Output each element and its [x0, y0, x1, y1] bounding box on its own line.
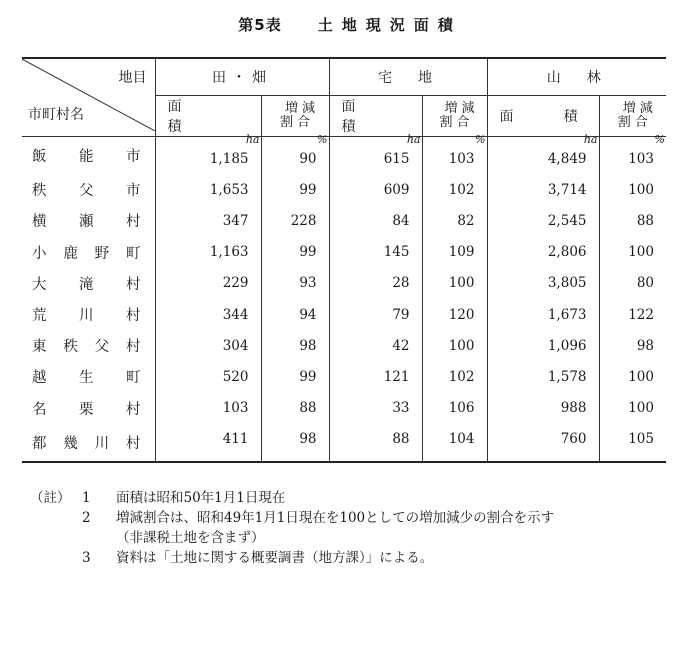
change-rate-value: 100: [599, 393, 666, 424]
area-value: 2,545: [487, 205, 599, 236]
table-number: 第5表: [238, 16, 282, 34]
corner-header: [22, 58, 155, 137]
area-value: 1,096: [487, 330, 599, 361]
change-rate-value: 82: [422, 205, 487, 236]
area-value: 229: [155, 268, 261, 299]
area-value: 84: [329, 205, 422, 236]
change-rate-value: 105: [599, 424, 666, 462]
area-value: 760: [487, 424, 599, 462]
area-value: 42: [329, 330, 422, 361]
area-value: 609: [329, 174, 422, 205]
table-row: [22, 137, 666, 175]
change-rate-value: 122: [599, 299, 666, 330]
table-row: [22, 299, 666, 330]
municipality-name: 荒川村: [22, 299, 155, 330]
unit-label: %: [475, 133, 486, 146]
change-rate-value: 100: [422, 268, 487, 299]
group-header-forest: 山 林: [487, 58, 666, 96]
municipality-name: 横瀬村: [22, 205, 155, 236]
change-rate-value: 98: [599, 330, 666, 361]
change-rate-value: 106: [422, 393, 487, 424]
municipality-name: 東秩父村: [22, 330, 155, 361]
change-rate-value: 80: [599, 268, 666, 299]
change-rate-header: 増減 割合: [261, 96, 329, 137]
change-rate-value: 99: [261, 361, 329, 392]
change-rate-value: 88: [599, 205, 666, 236]
unit-label: ha: [245, 133, 260, 146]
area-header: 面 積: [155, 96, 261, 137]
area-value: 344: [155, 299, 261, 330]
municipality-name: 飯能市: [22, 137, 155, 175]
area-value: 520: [155, 361, 261, 392]
change-rate-value: 94: [261, 299, 329, 330]
area-value: 347: [155, 205, 261, 236]
area-value: 33: [329, 393, 422, 424]
municipality-name: 越生町: [22, 361, 155, 392]
header-land-type: 地目: [118, 70, 147, 86]
area-header: 面 積: [487, 96, 599, 137]
change-rate-value: 120: [422, 299, 487, 330]
area-value: 121: [329, 361, 422, 392]
municipality-name: 小鹿野町: [22, 237, 155, 268]
area-value: 988: [487, 393, 599, 424]
header-municipality: 市町村名: [28, 107, 84, 123]
area-value: 1,653: [155, 174, 261, 205]
change-rate-value: 98: [261, 330, 329, 361]
change-rate-value: 93: [261, 268, 329, 299]
municipality-name: 秩父市: [22, 174, 155, 205]
table-body: [22, 133, 666, 462]
table-row: [22, 268, 666, 299]
area-value: 103: [155, 393, 261, 424]
area-value: ha 1,185: [155, 137, 261, 175]
change-rate-value: 100: [599, 174, 666, 205]
area-value: ha 615: [329, 137, 422, 175]
table-row: [22, 424, 666, 462]
footnotes: [30, 488, 676, 568]
municipality-name: 都幾川村: [22, 424, 155, 462]
footnote-item: 2 増減割合は、昭和49年1月1日現在を100としての増加減少の割合を示す （非課税土地を含まず）: [82, 510, 555, 546]
area-value: 145: [329, 237, 422, 268]
change-rate-value: 88: [261, 393, 329, 424]
unit-label: ha: [583, 133, 598, 146]
change-rate-value: 102: [422, 174, 487, 205]
area-header: 面 積: [329, 96, 422, 137]
table-title: [0, 14, 700, 35]
municipality-name: 名栗村: [22, 393, 155, 424]
area-value: 411: [155, 424, 261, 462]
unit-label: %: [317, 133, 328, 146]
change-rate-value: 100: [599, 237, 666, 268]
land-area-table: [22, 57, 666, 463]
change-rate-header: 増減 割合: [599, 96, 666, 137]
area-value: 28: [329, 268, 422, 299]
area-value: ha 4,849: [487, 137, 599, 175]
area-value: 3,805: [487, 268, 599, 299]
area-value: 88: [329, 424, 422, 462]
area-value: 1,673: [487, 299, 599, 330]
area-value: 79: [329, 299, 422, 330]
change-rate-value: 99: [261, 174, 329, 205]
change-rate-value: 104: [422, 424, 487, 462]
table-row: [22, 393, 666, 424]
table-row: [22, 330, 666, 361]
change-rate-header: 増減 割合: [422, 96, 487, 137]
change-rate-value: % 103: [599, 137, 666, 175]
municipality-name: 大滝村: [22, 268, 155, 299]
unit-label: ha: [406, 133, 421, 146]
footnote-item: 3 資料は「土地に関する概要調書（地方課）」による。: [82, 550, 434, 566]
group-header-farmland: 田・畑: [155, 58, 329, 96]
change-rate-value: 100: [599, 361, 666, 392]
table-caption: 土地現況面積: [317, 16, 462, 34]
change-rate-value: % 90: [261, 137, 329, 175]
change-rate-value: 102: [422, 361, 487, 392]
change-rate-value: % 103: [422, 137, 487, 175]
table-row: [22, 174, 666, 205]
table-row: [22, 205, 666, 236]
unit-label: %: [654, 133, 665, 146]
area-value: 1,163: [155, 237, 261, 268]
area-value: 3,714: [487, 174, 599, 205]
change-rate-value: 99: [261, 237, 329, 268]
table-row: [22, 237, 666, 268]
change-rate-value: 228: [261, 205, 329, 236]
area-value: 1,578: [487, 361, 599, 392]
change-rate-value: 100: [422, 330, 487, 361]
area-value: 2,806: [487, 237, 599, 268]
group-header-residential: 宅 地: [329, 58, 487, 96]
footnote-item: （註） 1 面積は昭和50年1月1日現在: [30, 490, 286, 506]
table-row: [22, 361, 666, 392]
change-rate-value: 98: [261, 424, 329, 462]
change-rate-value: 109: [422, 237, 487, 268]
area-value: 304: [155, 330, 261, 361]
